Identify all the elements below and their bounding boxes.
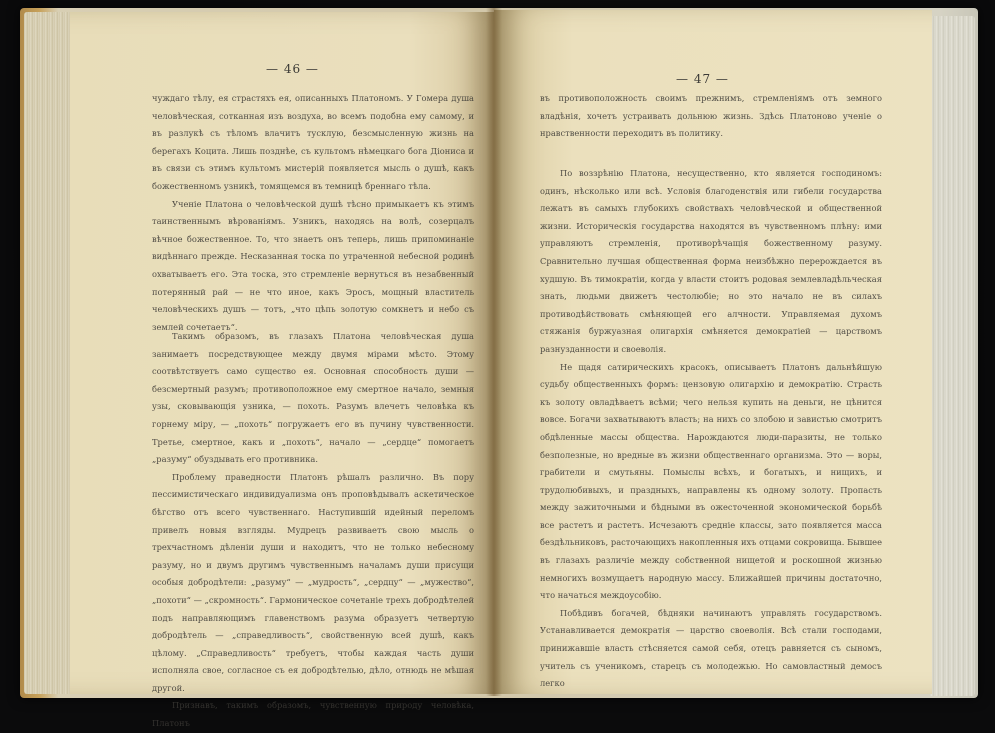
left-page-number: — 46 — [266, 62, 319, 76]
paragraph: Не щадя сатирическихъ красокъ, описываетъ Платонъ дальнѣйшую судьбу общественныхъ формъ: цензовую олигархію и демократію. Страсть къ золоту овладѣваетъ всѣми; чего нельзя купить на деньги, не цѣнится вовсе. Богачи захватываютъ власть; на нихъ со злобою и завистью смотритъ обдѣленные массы общества. Нарождаются люди-паразиты, не только безполезные, но вредные въ жизни общественнаго организма. Это — воры, грабители и смутьяны. Помыслы всѣхъ, и богатыхъ, и нищихъ, и трудолюбивыхъ, и праздныхъ, направлены къ одному золоту. Пропасть между зажиточными и бѣдными въ ожесточенной экономической борьбѣ все растетъ и растетъ. Исчезаютъ средніе классы, зато появляется масса бездѣльниковъ, расточающихъ накопленныя ихъ отцами сокровища. Бывшее въ глазахъ различіе между собственной нищетой и роскошной жизнью немногихъ возмущаетъ народную массу. Ближайшей причины достаточно, что начаться междоусобію. [540, 361, 882, 601]
paragraph: По воззрѣнію Платона, несущественно, кто является господиномъ: одинъ, нѣсколько или всѣ. Условія благоденствія или гибели государства лежатъ въ самыхъ глубокихъ свойствахъ человѣческой и общественной жизни. Историческія государства находятся въ чувственномъ плѣну: ими управляютъ стремленія, противорѣчащія божественному разуму. Сравнительно лучшая общественная форма неизбѣжно перерождается въ худшую. Въ тимократіи, когда у власти стоитъ родовая землевладѣльческая знать, людьми движетъ честолюбіе; но это начало не въ силахъ противодѣйствовать смѣняющей его алчности. Управляемая духомъ стяжанія буржуазная олигархія смѣняется демократіей — царствомъ разнузданности и своеволія. [540, 168, 882, 354]
right-page-number: — 47 — [676, 72, 729, 86]
right-text-top [540, 90, 882, 143]
left-text-bottom [152, 328, 474, 733]
book-gutter [486, 8, 502, 696]
right-text-bottom [540, 165, 882, 693]
right-page [494, 10, 932, 694]
paragraph: Признавъ, такимъ образомъ, чувственную природу человѣка, Платонъ [152, 700, 474, 729]
left-text-top [152, 90, 474, 336]
paragraph: Такимъ образомъ, въ глазахъ Платона человѣческая душа занимаетъ посредствующее между двумя мірами мѣсто. Этому соотвѣтствуетъ само существо ея. Основная способность души — безсмертный разумъ; противоположное ему смертное начало, земныя узы, сковывающія узника, — похоть. Разумъ влечетъ человѣка къ горнему міру, — „похоть“ погружаетъ его въ пучину чувственности. Третье, смертное, какъ и „похоть“, начало — „сердце“ помогаетъ „разуму“ обуздывать его противника. [152, 331, 474, 465]
paragraph: въ противоположность своимъ прежнимъ, стремленіямъ отъ земного владѣнія, хочетъ устраивать дольнюю жизнь. Здѣсь Платоново ученіе о нравственности переходитъ въ политику. [540, 93, 882, 139]
page-edges-right [930, 16, 975, 696]
paragraph: Проблему праведности Платонъ рѣшалъ различно. Въ пору пессимистическаго индивидуализма онъ проповѣдывалъ аскетическое бѣгство отъ всего чувственнаго. Наступившій идейный переломъ привелъ новыя взгляды. Мудрецъ развиваетъ свою мысль о трехчастномъ дѣленіи души и находитъ, что не только небесному разуму, но и двумъ другимъ чувственнымъ началамъ души присущи особыя добродѣтели: „разуму“ — „мудрость“, „сердцу“ — „мужество“, „похоти“ — „скромность“. Гармоническое сочетаніе трехъ добродѣтелей подъ направляющимъ главенствомъ разума образуетъ четвертую добродѣтель — „справедливость“, свойственную всей душѣ, какъ цѣлому. „Справедливость“ требуетъ, чтобы каждая часть души исполняла свое, согласное съ ея добродѣтелью, дѣло, отнюдь не мѣшая другой. [152, 471, 474, 693]
paragraph: чуждаго тѣлу, ея страстяхъ ея, описанныхъ Платономъ. У Гомера душа человѣческая, сотканная изъ воздуха, во всемъ подобна ему самому, и въ разлукѣ съ тѣломъ влачитъ тусклую, безсмысленную жизнь на берегахъ Коцита. Лишь позднѣе, съ культомъ нѣмецкаго бога Діониса и въ связи съ этимъ культомъ мистерій появляется мысль о душѣ, какъ божественномъ узникѣ, томящемся въ темницѣ бреннаго тѣла. [152, 93, 474, 191]
paragraph: Ученіе Платона о человѣческой душѣ тѣсно примыкаетъ къ этимъ таинственнымъ вѣрованіямъ. Узникъ, находясь на волѣ, созерцалъ вѣчное божественное. То, что знаетъ онъ теперь, лишь припоминаніе видѣннаго прежде. Несказанная тоска по утраченной небесной родинѣ охватываетъ его. Эта тоска, это стремленіе вернуться въ незабвенный потерянный рай — не что иное, какъ Эросъ, мощный властитель человѣческихъ душъ — тотъ, „что цѣпь золотую сомкнетъ и небо съ землей сочетаетъ“. [152, 198, 474, 332]
left-page [70, 12, 494, 729]
paragraph: Побѣдивъ богачей, бѣдняки начинаютъ управлять государствомъ. Устанавливается демократія — царство своеволія. Всѣ стали господами, принижавшіе власть стѣсняется самой себя, отецъ равняется съ сыномъ, учитель съ ученикомъ, старецъ съ молодежью. Но самовластный демосъ легко [540, 607, 882, 689]
page-edges-left [24, 12, 72, 694]
